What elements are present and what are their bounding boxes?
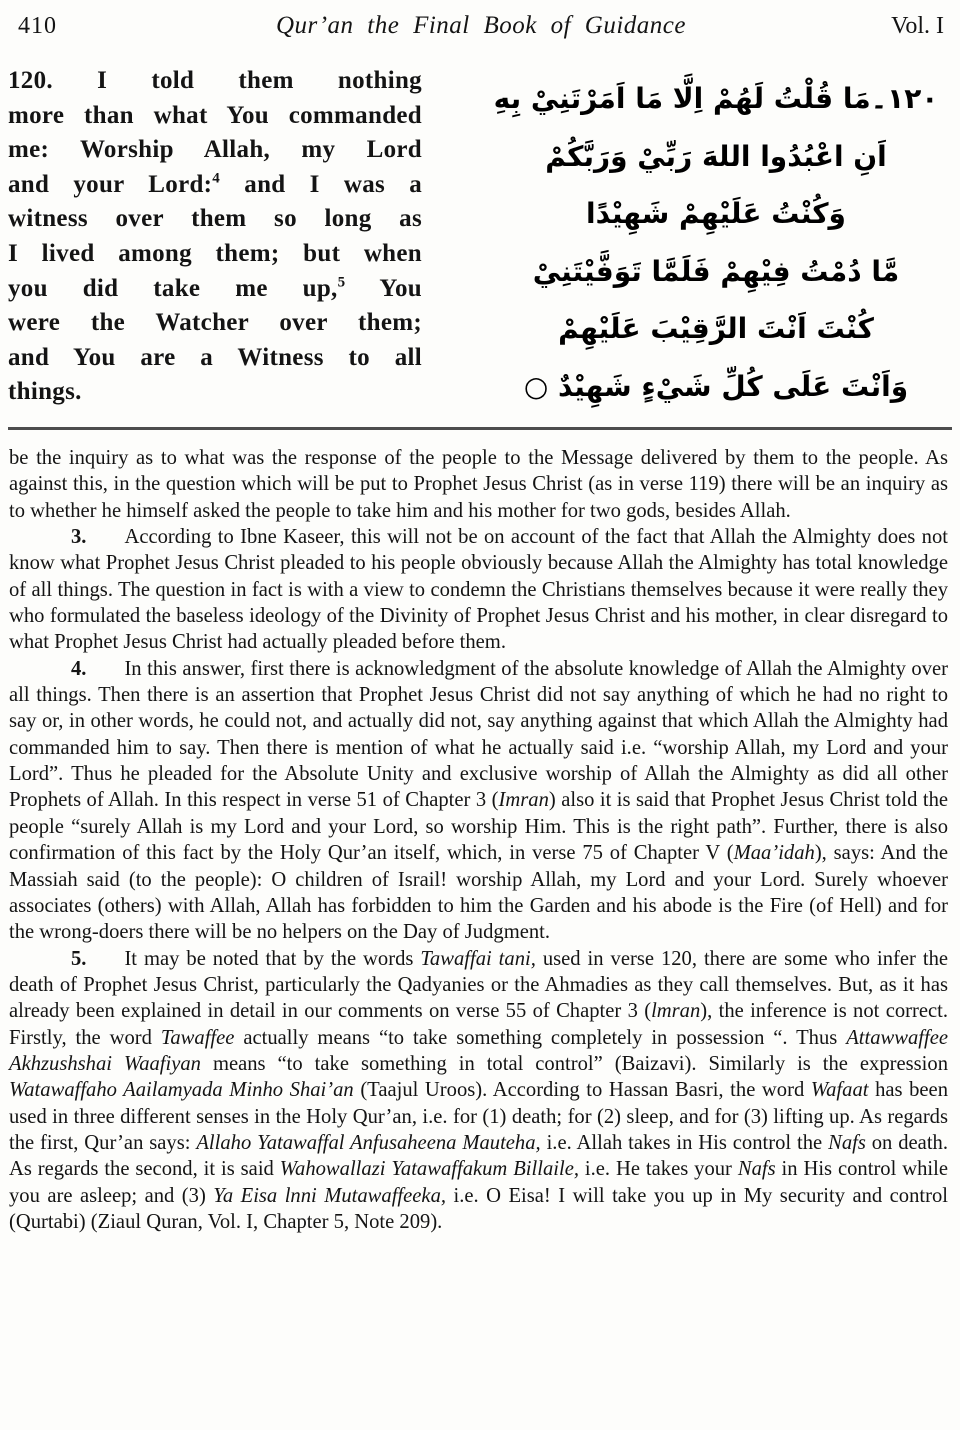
note-number: 3. bbox=[71, 526, 87, 549]
verse-translation-line: more than what You commanded bbox=[8, 101, 422, 129]
note-number: 5. bbox=[71, 947, 87, 970]
note-text: In this answer, first there is acknowledgment of the absolute knowledge of Allah the Almighty over all things. Then there is an assertion that Prophet Jesus Christ did not say anything of which he had no right to say or, in other words, he could not, and actually did not, say anything against that which Allah the Almighty had commanded him to say. Then there is mention of what he actually said i.e. “worship Allah, my Lord and your Lord”. Thus he pleaded for the Absolute Unity and exclusive worship of Allah the Almighty as did all other Prophets of Allah. In this respect in verse 51 of Chapter 3 (Imran) also it is said that Prophet Jesus Christ told the people “surely Allah is my Lord and your Lord, so worship Him. This is the right path”. Further, there is also confirmation of this fact by the Holy Qur’an itself, which, in verse 75 of Chapter V (Maa’idah), says: And the Massiah said (to the people): O children of Israil! worship Allah, my Lord and your Lord. Surely whoever associates (others) with Allah, Allah has forbidden to him the Garden and his abode is the Fire (of Hell) and for the wrong-doers there will be no helpers on the Day of Judgment. bbox=[9, 657, 949, 944]
verse-translation-line: I lived among them; but when bbox=[8, 239, 422, 267]
commentary bbox=[9, 445, 948, 1235]
verse-translation-line: and You are a Witness to all bbox=[8, 343, 422, 371]
verse-translation-line: things. bbox=[8, 378, 82, 406]
volume-label: Vol. I bbox=[891, 13, 944, 39]
commentary-note-5 bbox=[9, 946, 948, 1236]
commentary-note-3 bbox=[9, 524, 948, 656]
note-number: 4. bbox=[71, 657, 87, 680]
note-text: According to Ibne Kaseer, this will not be on account of the fact that Allah the Almighty does not know what Prophet Jesus Christ pleaded to his people obviously because Allah the Almighty has total knowledge of all things. The question in fact is with a view to condemn the Christians themselves because it were really they who formulated the baseless ideology of the Divinity of Prophet Jesus Christ and his mother, in clear disregard to what Prophet Jesus Christ had actually pleaded before them. bbox=[9, 526, 948, 654]
section-divider bbox=[8, 427, 952, 430]
arabic-verse-line: ۱۲۰۔مَا قُلْتُ لَهُمْ اِلَّا مَا اَمَرْتَنِيْ بِهِ bbox=[493, 82, 939, 115]
verse-translation-line: were the Watcher over them; bbox=[8, 309, 422, 337]
note-text: It may be noted that by the words Tawaffai tani, used in verse 120, there are some who infer the death of Prophet Jesus Christ, particularly the Qadyanies or the Ahmadies as they call themselves. But, as it has already been explained in detail in our comments on verse 55 of Chapter 3 (lmran), the inference is not correct. Firstly, the word Tawaffee actually means “to take something completely in possession “. Thus Attawwaffee Akhzushshai Waafiyan means “to take something in total control” (Baizavi). Similarly is the expression Watawaffaho Aailamyada Minho Shai’an (Taajul Uroos). According to Hassan Basri, the word Wafaat has been used in three different senses in the Holy Qur’an, i.e. for (1) death; for (2) sleep, and for (3) lifting up. As regards the first, Qur’an says: Allaho Yatawaffal Anfusaheena Mauteha, i.e. Allah takes in His control the Nafs on death. As regards the second, it is said Wahowallazi Yatawaffakum Billaile, i.e. He takes your Nafs in His control while you are asleep; and (3) Ya Eisa lnni Mutawaffeeka, i.e. O Eisa! I will take you up in My security and control (Qurtabi) (Ziaul Quran, Vol. I, Chapter 5, Note 209). bbox=[9, 947, 949, 1233]
arabic-verse-line: وَكُنْتُ عَلَيْهِمْ شَهِيْدًا bbox=[586, 197, 846, 230]
arabic-verse bbox=[480, 64, 952, 415]
commentary-paragraph: be the inquiry as to what was the response of the people to the Message delivered by them to the people. As against this, in the question which will be put to Prophet Jesus Christ (as in verse 119) there will be an inquiry as to whether he himself asked the people to take him and his mother for two gods, besides Allah. bbox=[9, 447, 948, 522]
page-number: 410 bbox=[18, 13, 57, 39]
verse-translation-line: witness over them so long as bbox=[8, 205, 422, 233]
arabic-verse-line: اَنِ اعْبُدُوا اللهَ رَبِّيْ وَرَبَّكُمْ bbox=[545, 139, 887, 173]
arabic-verse-line: كُنْتَ اَنْتَ الرَّقِيْبَ عَلَيْهِمْ bbox=[558, 312, 874, 345]
verse-translation-line: and your Lord:$^4$ and I was a bbox=[8, 170, 422, 198]
page-header bbox=[0, 10, 960, 40]
verse-translation-line: 120. I told them nothing bbox=[8, 67, 422, 94]
arabic-verse-line: وَاَنْتَ عَلَى كُلِّ شَيْءٍ شَهِيْدٌ ○ bbox=[523, 369, 909, 403]
book-title: Qur’an the Final Book of Guidance bbox=[276, 12, 686, 39]
commentary-note-4 bbox=[9, 656, 948, 946]
verse-translation-line: you did take me up,$^5$ You bbox=[8, 274, 422, 302]
arabic-verse-line: مَّا دُمْتُ فِيْهِمْ فَلَمَّا تَوَفَّيْتَنِيْ bbox=[532, 254, 900, 288]
verse-translation bbox=[8, 64, 422, 415]
verse-translation-line: me: Worship Allah, my Lord bbox=[8, 136, 422, 164]
verse-section bbox=[0, 40, 960, 415]
